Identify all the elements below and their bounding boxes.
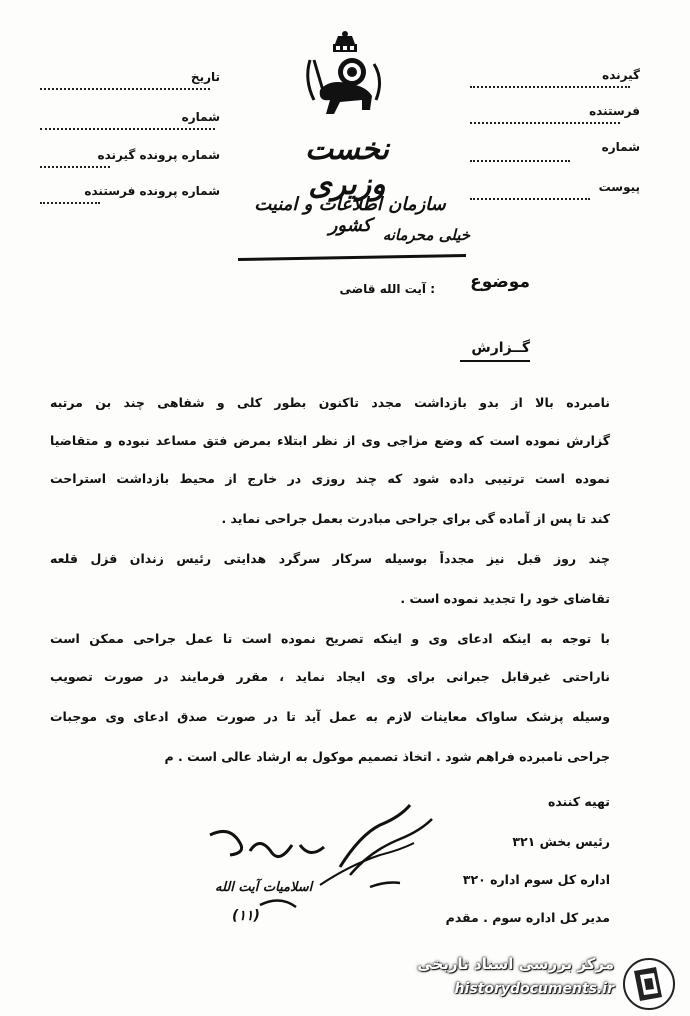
body-line: وسیله پزشک ساواک معاینات لازم به عمل آید تا در صورت صدق ادعای وی موجبات xyxy=(50,709,610,724)
subject-value: : آیت الله قاضی xyxy=(339,282,435,296)
handwritten-note: اسلامیات آیت الله xyxy=(215,880,313,895)
closing-line-3: مدیر کل اداره سوم . مقدم xyxy=(445,910,610,925)
body-line: جراحی نامبرده فراهم شود . اتخاذ تصمیم موکول به ارشاد عالی است . م xyxy=(164,749,610,764)
field-number-left-line xyxy=(40,128,215,130)
body-line: ناراحتی غیرقابل جبرانی برای وی ایجاد نماید ، مقرر فرمایند در صورت تصویب xyxy=(50,669,610,684)
watermark xyxy=(376,955,676,1011)
body-line: گزارش نموده است که وضع مزاجی وی از نظر ابتلاء بمرض فتق مساعد نبوده و متقاضیا xyxy=(50,433,610,448)
field-attachment xyxy=(599,180,640,202)
field-number-right xyxy=(602,140,640,162)
handwritten-number: (۱۱) xyxy=(232,908,260,924)
report-heading: گــزارش xyxy=(471,340,530,356)
field-recipient-file-line xyxy=(40,166,110,168)
body-line: تقاضای خود را تجدید نموده است . xyxy=(400,591,610,606)
stamp-underline xyxy=(238,254,466,261)
body-line: چند روز قبل نیز مجدداً بوسیله سرکار سرگرد هدایتی رئیس زندان قزل قلعه xyxy=(50,551,610,566)
field-recipient-label: گیرنده xyxy=(602,68,640,82)
body-line: کند تا پس از آماده گی برای جراحی مبادرت بعمل جراحی نماید . xyxy=(221,511,610,526)
field-date-line xyxy=(40,88,210,90)
field-number-right-label: شماره xyxy=(601,140,640,154)
field-sender-label: فرستنده xyxy=(589,104,640,118)
field-sender-file-label: شماره پرونده فرستنده xyxy=(84,184,220,198)
field-recipient-file-label: شماره پرونده گیرنده xyxy=(97,148,220,162)
field-attachment-label: پیوست xyxy=(598,180,640,194)
watermark-name: مرکز بررسی اسناد تاریخی xyxy=(417,955,614,973)
classification-stamp: خیلی محرمانه xyxy=(382,226,470,244)
body-line: با توجه به اینکه ادعای وی و اینکه تصریح نموده است تا عمل جراحی ممکن است xyxy=(50,631,610,646)
field-number-right-line xyxy=(470,160,570,162)
lion-and-sun-emblem-icon xyxy=(300,30,390,130)
field-recipient-line xyxy=(470,86,630,88)
letterhead-organization: سازمان اطلاعات و امنیت کشور xyxy=(254,194,446,236)
watermark-site: historydocuments.ir xyxy=(454,981,614,997)
report-heading-underline xyxy=(460,360,530,362)
field-number-left-label: شماره xyxy=(181,110,220,124)
body-line: نامبرده بالا از بدو بازداشت مجدد تاکنون بطور کلی و شفاهی چند بن مرتبه xyxy=(50,395,610,410)
field-sender-line xyxy=(470,122,620,124)
field-sender-file-line xyxy=(40,202,100,204)
archive-logo-icon xyxy=(622,957,676,1011)
field-date-label: تاریخ xyxy=(190,70,220,84)
subject-label: موضوع xyxy=(470,272,530,292)
letterhead-title: نخست وزیری xyxy=(305,132,389,202)
body-line: نموده است ترتیبی داده شود که چند روزی در خارج از محیط بازداشت استراحت xyxy=(50,471,610,486)
field-recipient-file xyxy=(97,148,220,170)
prepared-by-label: تهیه کننده xyxy=(547,794,610,809)
field-sender-file xyxy=(84,184,220,206)
closing-line-2: اداره کل سوم اداره ۳۲۰ xyxy=(462,872,610,887)
field-attachment-line xyxy=(470,198,590,200)
closing-line-1: رئیس بخش ۳۲۱ xyxy=(512,834,610,849)
